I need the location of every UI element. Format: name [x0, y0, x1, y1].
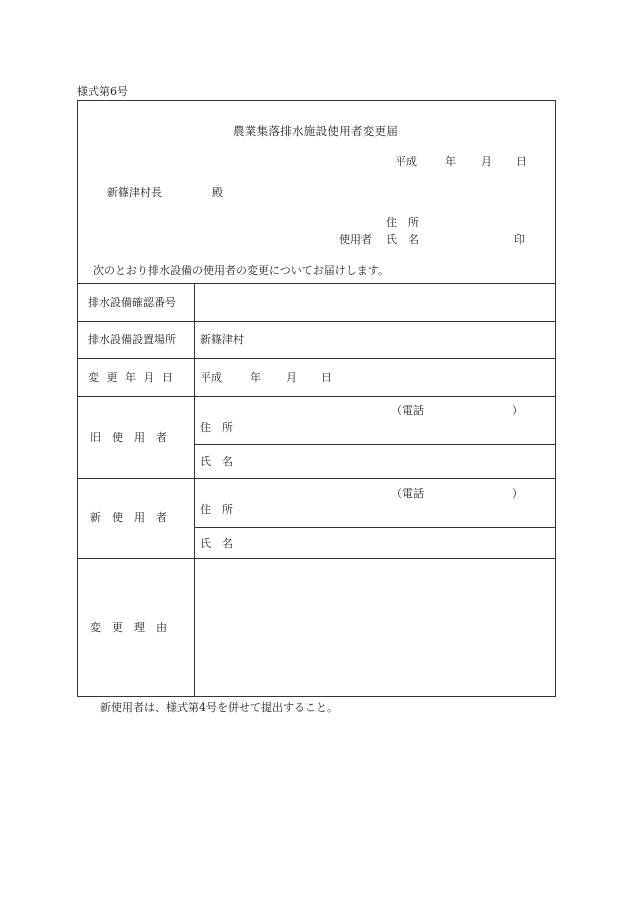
- change-date-month: 月: [286, 371, 297, 384]
- change-date-year: 年: [250, 371, 261, 384]
- seal-mark: 印: [514, 233, 525, 246]
- new-user-address-label: 住 所: [200, 503, 233, 516]
- footnote: 新使用者は、様式第4号を併せて提出すること。: [100, 701, 338, 714]
- date-year: 年: [445, 155, 456, 168]
- row-divider: [77, 358, 556, 359]
- change-date-label: 変 更 年 月 日: [88, 371, 173, 384]
- date-era: 平成: [395, 155, 417, 168]
- old-user-address-label: 住 所: [200, 421, 233, 434]
- row-divider: [77, 558, 556, 559]
- new-user-inner-divider: [194, 527, 556, 528]
- location-value[interactable]: 新篠津村: [200, 333, 244, 346]
- old-user-inner-divider: [194, 444, 556, 445]
- addressee-name: 新篠津村長: [107, 186, 162, 199]
- confirmation-number-field[interactable]: [196, 285, 554, 320]
- row-divider: [77, 321, 556, 322]
- new-user-name-label: 氏 名: [200, 537, 233, 550]
- applicant-user-label: 使用者: [339, 233, 372, 246]
- old-user-name-label: 氏 名: [200, 455, 233, 468]
- row-divider: [77, 396, 556, 397]
- old-user-phone-close: ）: [512, 404, 523, 417]
- intro-text: 次のとおり排水設備の使用者の変更についてお届けします。: [93, 264, 389, 277]
- addressee-honorific: 殿: [212, 186, 223, 199]
- new-user-phone-open: （電話: [391, 487, 424, 500]
- applicant-name-label: 氏 名: [386, 233, 419, 246]
- reason-field[interactable]: [196, 560, 554, 694]
- new-user-label: 新 使 用 者: [90, 511, 167, 524]
- location-label: 排水設備設置場所: [88, 333, 176, 346]
- confirmation-number-label: 排水設備確認番号: [88, 296, 176, 309]
- table-column-divider: [194, 283, 195, 696]
- date-day: 日: [516, 155, 527, 168]
- form-number: 様式第6号: [77, 85, 128, 98]
- table-top-line: [77, 283, 556, 284]
- row-divider: [77, 478, 556, 479]
- reason-label: 変 更 理 由: [90, 621, 167, 634]
- form-title: 農業集落排水施設使用者変更届: [233, 124, 399, 138]
- change-date-era: 平成: [200, 371, 222, 384]
- old-user-phone-open: （電話: [391, 404, 424, 417]
- old-user-label: 旧 使 用 者: [90, 431, 167, 444]
- date-month: 月: [481, 155, 492, 168]
- new-user-phone-close: ）: [512, 487, 523, 500]
- change-date-day: 日: [321, 371, 332, 384]
- applicant-address-label: 住 所: [386, 216, 419, 229]
